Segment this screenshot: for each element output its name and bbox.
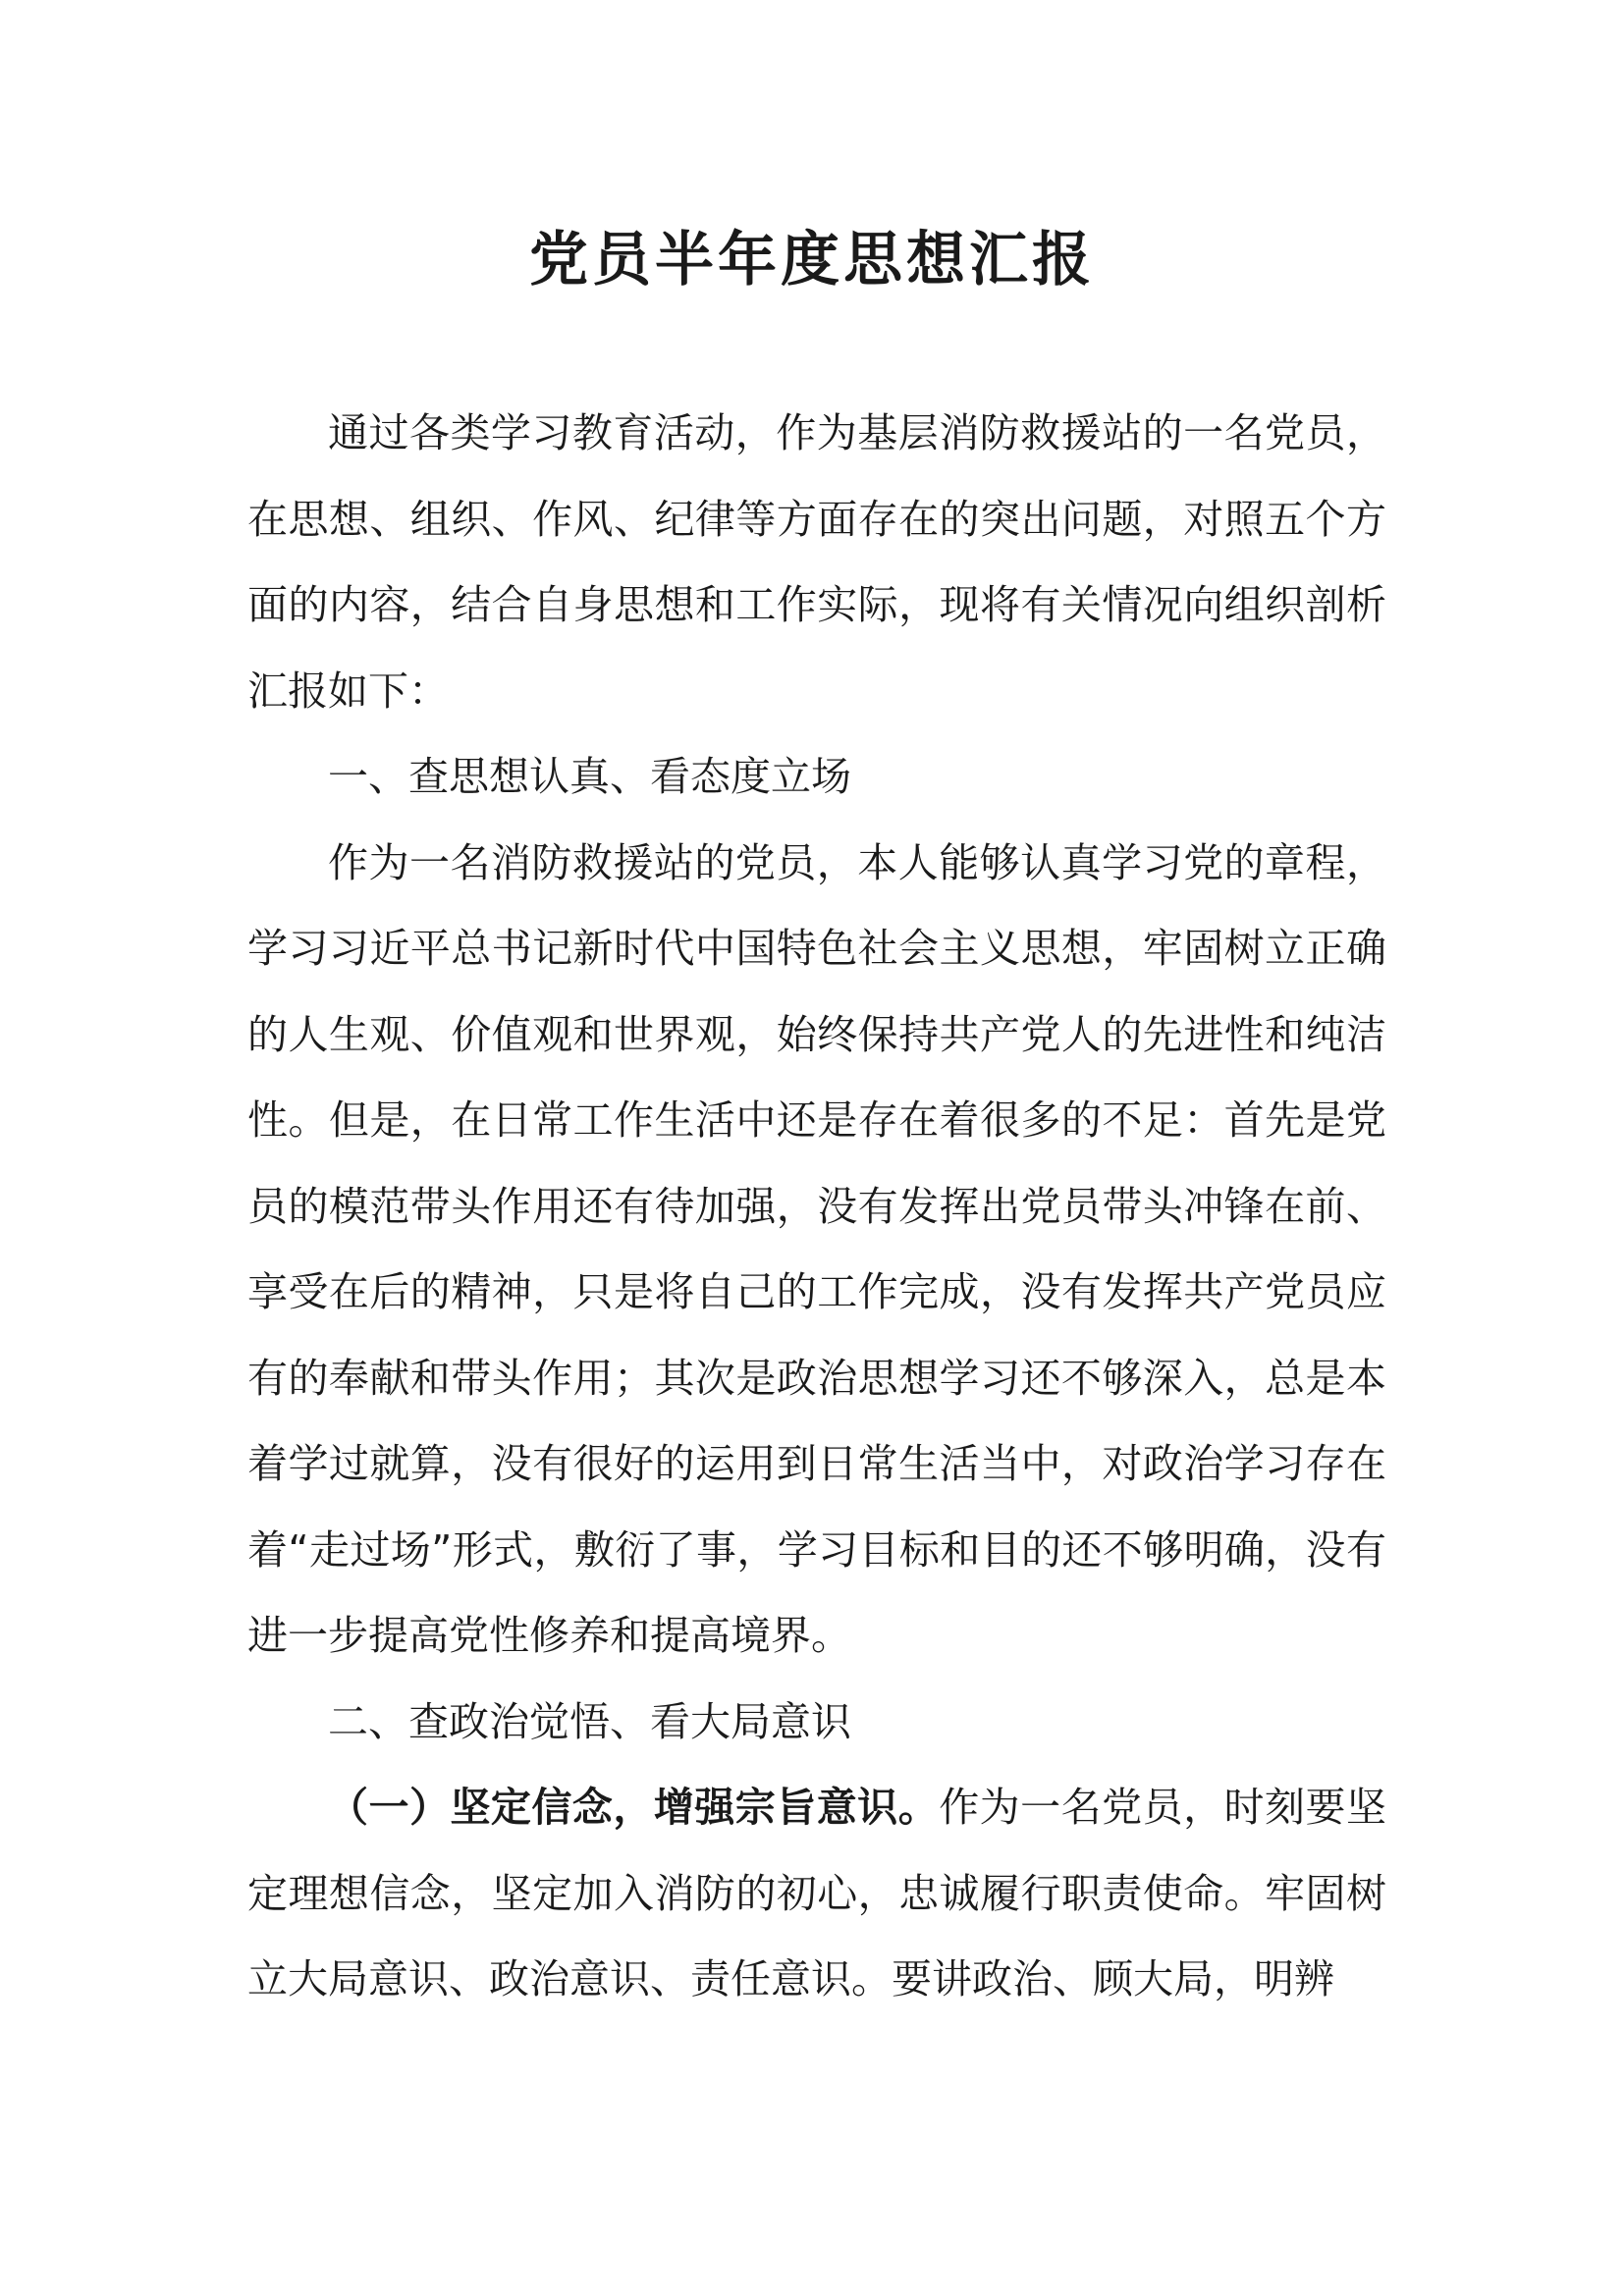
section-1-heading: 一、查思想认真、看态度立场	[328, 753, 851, 800]
intro-paragraph: 通过各类学习教育活动，作为基层消防救援站的一名党员，在思想、组织、作风、纪律等方面存在的突出问题，对照五个方面的内容，结合自身思想和工作实际，现将有关情况向组织剖析汇报如下：	[247, 409, 1386, 715]
document-body	[247, 391, 1386, 2023]
section-2-item-1-paragraph	[247, 1765, 1386, 2023]
document-title: 党员半年度思想汇报	[529, 226, 1095, 294]
section-2-item-1-lead: （一）坚定信念，增强宗旨意识。	[328, 1784, 940, 1831]
section-1-paragraph: 作为一名消防救援站的党员，本人能够认真学习党的章程，学习习近平总书记新时代中国特色社会主义思想，牢固树立正确的人生观、价值观和世界观，始终保持共产党人的先进性和纯洁性。但是，在日常工作生活中还是存在着很多的不足：首先是党员的模范带头作用还有待加强，没有发挥出党员带头冲锋在前、享受在后的精神，只是将自己的工作完成，没有发挥共产党员应有的奉献和带头作用；其次是政治思想学习还不够深入，总是本着学过就算，没有很好的运用到日常生活当中，对政治学习存在着“走过场”形式，敷衍了事，学习目标和目的还不够明确，没有进一步提高党性修养和提高境界。	[247, 838, 1386, 1659]
section-2-heading: 二、查政治觉悟、看大局意识	[328, 1697, 851, 1745]
section-2-item-1-text: 作为一名党员，时刻要坚定理想信念，坚定加入消防的初心，忠诚履行职责使命。牢固树立大局意识、政治意识、责任意识。要讲政治、顾大局，明辨	[247, 1784, 1387, 2002]
